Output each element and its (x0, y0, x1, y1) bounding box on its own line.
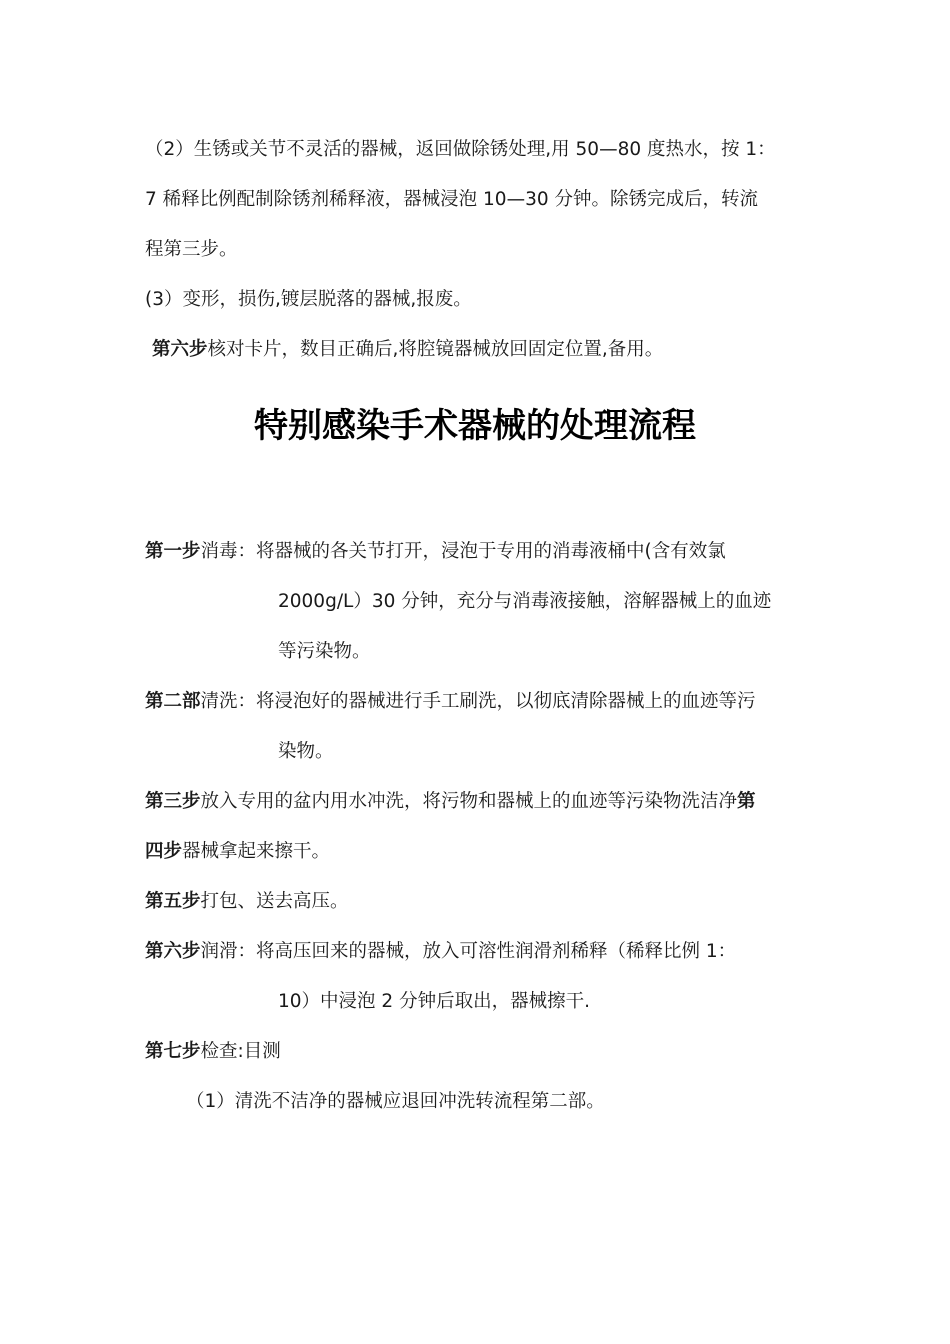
step4-text: 器械拿起来擦干。 (182, 841, 331, 862)
step4-paragraph (145, 840, 330, 864)
step2-label: 第二部 (145, 691, 201, 712)
step3-label: 第三步 (145, 791, 201, 812)
step6-label: 第六步 (152, 339, 208, 360)
step6-text: 核对卡片，数目正确后,将腔镜器械放回固定位置,备用。 (207, 339, 664, 360)
step7-text: 检查:目测 (200, 1041, 281, 1062)
step6b-line1 (145, 940, 736, 964)
step6b-line2: 10）中浸泡 2 分钟后取出，器械擦干. (278, 991, 590, 1012)
step2-text: 清洗：将浸泡好的器械进行手工刷洗，以彻底清除器械上的血迹等污 (200, 691, 756, 712)
step6b-label: 第六步 (145, 941, 201, 962)
step7-label: 第七步 (145, 1041, 201, 1062)
step5-label: 第五步 (145, 891, 201, 912)
step3-text: 放入专用的盆内用水冲洗，将污物和器械上的血迹等污染物洗洁净 (200, 791, 738, 812)
step5-paragraph (145, 890, 349, 914)
item2-line3: 程第三步。 (145, 239, 238, 260)
item2-line2: 7 稀释比例配制除锈剂稀释液，器械浸泡 10—30 分钟。除锈完成后，转流 (145, 189, 758, 210)
step7-paragraph (145, 1040, 281, 1064)
step1-line2: 2000g/L）30 分钟，充分与消毒液接触，溶解器械上的血迹 (278, 591, 772, 612)
step7-item1: （1）清洗不洁净的器械应退回冲洗转流程第二部。 (186, 1091, 605, 1112)
page-title: 特别感染手术器械的处理流程 (254, 406, 696, 446)
step6-paragraph (152, 338, 663, 362)
step4-label-end: 四步 (145, 841, 183, 862)
step1-label: 第一步 (145, 541, 201, 562)
item2-line1: （2）生锈或关节不灵活的器械，返回做除锈处理,用 50—80 度热水，按 1： (145, 139, 776, 160)
step5-text: 打包、送去高压。 (200, 891, 349, 912)
step4-label-start: 第 (737, 791, 756, 812)
item3: (3）变形，损伤,镀层脱落的器械,报废。 (145, 289, 472, 310)
step1-text: 消毒：将器械的各关节打开，浸泡于专用的消毒液桶中(含有效氯 (200, 541, 726, 562)
step6b-text: 润滑：将高压回来的器械，放入可溶性润滑剂稀释（稀释比例 1： (200, 941, 737, 962)
step2-line2: 染物。 (278, 741, 334, 762)
step3-paragraph (145, 790, 756, 814)
step1-line3: 等污染物。 (278, 641, 371, 662)
step2-line1 (145, 690, 756, 714)
step1-line1 (145, 540, 726, 564)
